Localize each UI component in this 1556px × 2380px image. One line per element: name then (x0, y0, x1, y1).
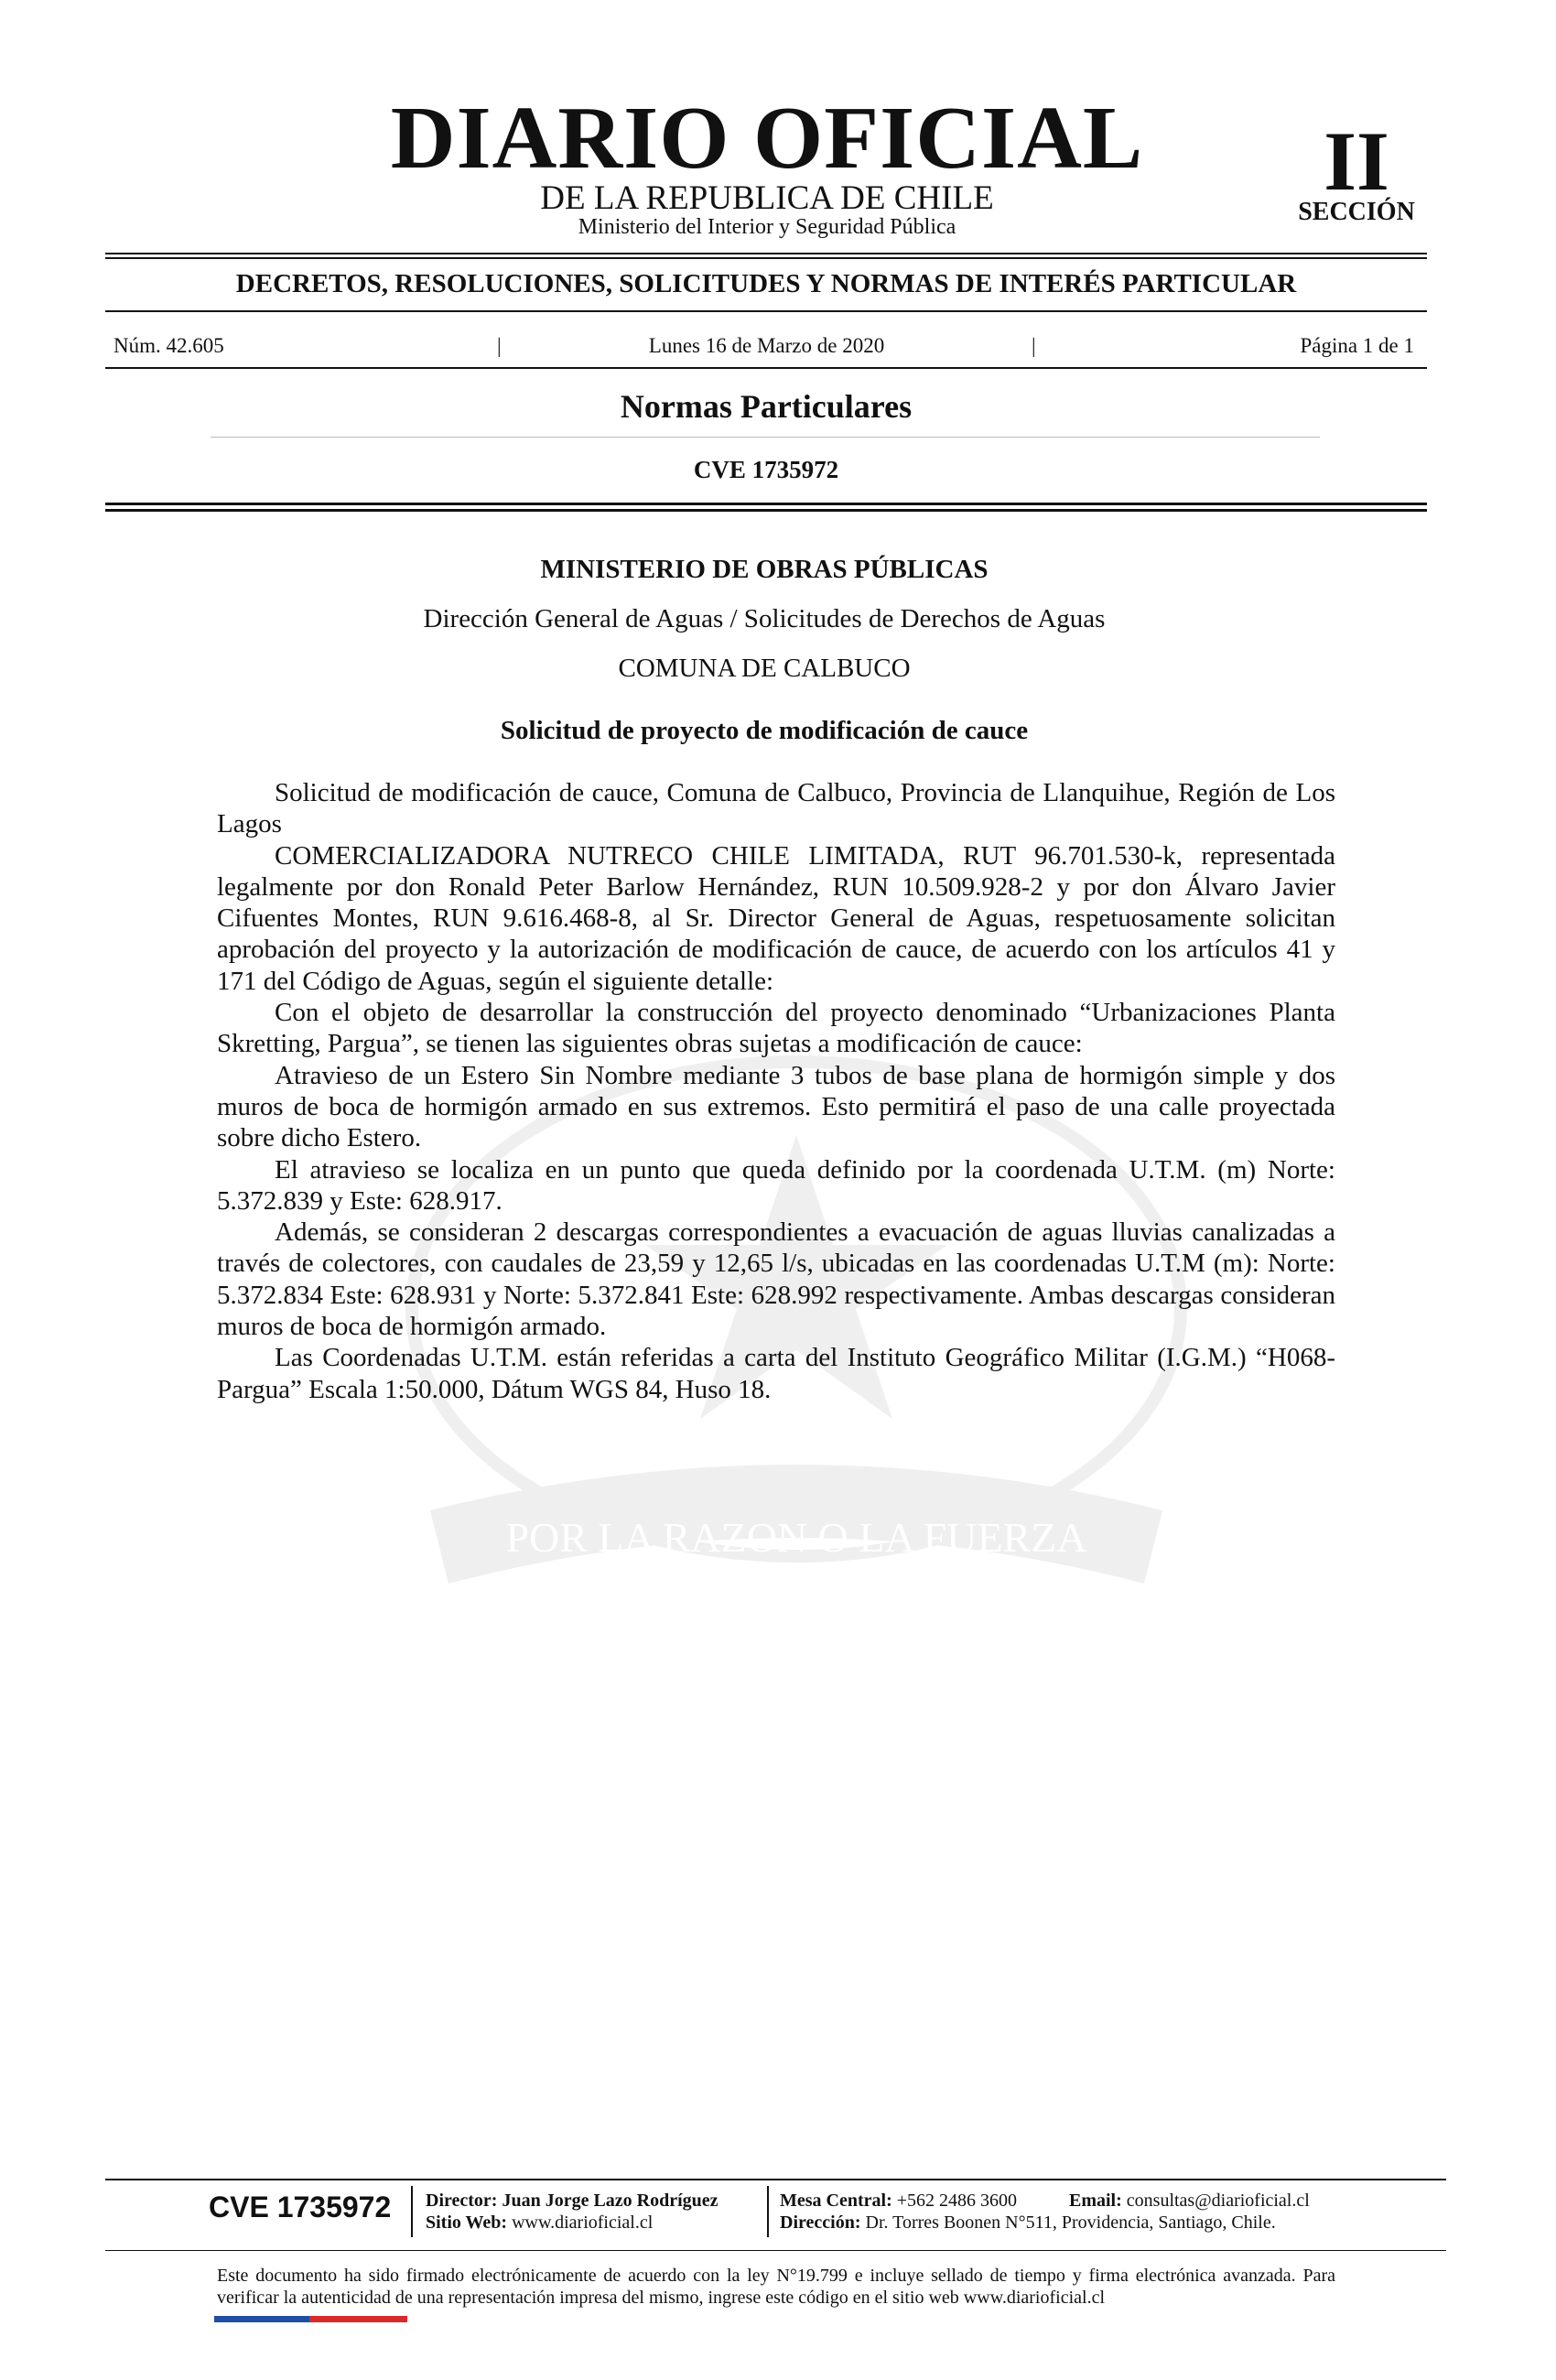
body-title: Solicitud de proyecto de modificación de cauce (500, 716, 1029, 745)
flag-stripe-red (309, 2316, 407, 2322)
page-indicator: Página 1 de 1 (1300, 334, 1414, 357)
flag-stripe-blue (214, 2316, 309, 2322)
phone-label: Mesa Central: (780, 2191, 892, 2211)
section-number: II (1324, 114, 1389, 208)
director-name: Juan Jorge Lazo Rodríguez (502, 2191, 719, 2211)
watermark-motto: POR LA RAZON O LA FUERZA (505, 1514, 1087, 1561)
director-label: Director: (426, 2191, 498, 2211)
footer-website (426, 2212, 653, 2234)
email-label: Email: (1069, 2191, 1122, 2211)
footer-rule (105, 2250, 1446, 2251)
masthead-title: DIARIO OFICIAL (390, 89, 1144, 188)
phone-value: +562 2486 3600 (896, 2191, 1018, 2211)
category-title: Normas Particulares (620, 388, 913, 425)
body-ministry: MINISTERIO DE OBRAS PÚBLICAS (540, 555, 989, 584)
body-text (217, 777, 1335, 1405)
issue-date: Lunes 16 de Marzo de 2020 (648, 334, 885, 357)
header-rule (105, 257, 1427, 259)
paragraph: Atravieso de un Estero Sin Nombre mediante 3 tubos de base plana de hormigón simple y dos muros de boca de hormigón armado en sus extremos. Esto permitirá el paso de una calle proyectada sobre dicho Estero. (217, 1060, 1335, 1153)
cve-code: CVE 1735972 (693, 456, 839, 483)
footer-address (780, 2212, 1276, 2234)
header-rule (105, 310, 1427, 312)
header-bottom-rule (105, 503, 1427, 505)
address-value: Dr. Torres Boonen N°511, Providencia, Santiago, Chile. (865, 2212, 1276, 2233)
footer-phone (780, 2190, 1017, 2212)
footer-cve: CVE 1735972 (209, 2191, 392, 2223)
meta-separator: | (1032, 334, 1036, 357)
email-link[interactable]: consultas@diarioficial.cl (1126, 2191, 1310, 2211)
meta-separator: | (497, 334, 502, 357)
masthead-ministry: Ministerio del Interior y Seguridad Pública (578, 215, 956, 239)
address-label: Dirección: (780, 2212, 861, 2233)
masthead-subtitle: DE LA REPUBLICA DE CHILE (540, 179, 994, 217)
section-title: DECRETOS, RESOLUCIONES, SOLICITUDES Y NORMAS DE INTERÉS PARTICULAR (235, 269, 1297, 298)
footer-divider (767, 2186, 769, 2237)
section-label: SECCIÓN (1298, 198, 1415, 226)
website-link[interactable]: www.diarioficial.cl (512, 2212, 654, 2233)
paragraph: El atravieso se localiza en un punto que queda definido por la coordenada U.T.M. (m) Norte: 5.372.839 y Este: 628.917. (217, 1154, 1335, 1216)
footer-director (426, 2190, 719, 2212)
paragraph: Solicitud de modificación de cauce, Comuna de Calbuco, Provincia de Llanquihue, Región de Los Lagos (217, 778, 1335, 839)
issue-number: Núm. 42.605 (113, 334, 224, 357)
category-rule (211, 437, 1320, 438)
paragraph: COMERCIALIZADORA NUTRECO CHILE LIMITADA, RUT 96.701.530-k, representada legalmente por don Ronald Peter Barlow Hernández, RUN 10.509.928-2 y por don Álvaro Javier Cifuentes Montes, RUN 9.616.468-8, al Sr. Director General de Aguas, respetuosamente solicitan aprobación del proyecto y la autorización de modificación de cauce, de acuerdo con los artículos 41 y 171 del Código de Aguas, según el siguiente detalle: (217, 840, 1335, 996)
header-bottom-rule (105, 509, 1427, 512)
footer-rule (105, 2179, 1446, 2180)
website-label: Sitio Web: (426, 2212, 508, 2233)
footer-legal-note: Este documento ha sido firmado electrónicamente de acuerdo con la ley N°19.799 e incluye sellado de tiempo y firma electrónica avanzada. Para verificar la autenticidad de una representación impresa del mismo, ingrese este código en el sitio web www.diarioficial.cl (217, 2266, 1335, 2308)
footer-divider (411, 2186, 413, 2237)
body-comuna: COMUNA DE CALBUCO (618, 654, 911, 683)
header-rule (105, 253, 1427, 254)
footer-email (1069, 2190, 1310, 2212)
paragraph: Las Coordenadas U.T.M. están referidas a carta del Instituto Geográfico Militar (I.G.M.) “H068-Pargua” Escala 1:50.000, Dátum WGS 84, Huso 18. (217, 1343, 1335, 1404)
meta-rule (105, 367, 1427, 369)
body-directorate: Dirección General de Aguas / Solicitudes de Derechos de Aguas (423, 604, 1106, 633)
paragraph: Además, se consideran 2 descargas correspondientes a evacuación de aguas lluvias canalizadas a través de colectores, con caudales de 23,59 y 12,65 l/s, ubicadas en las coordenadas U.T.M (m): Norte: 5.372.834 Este: 628.931 y Norte: 5.372.841 Este: 628.992 respectivamente. Ambas descargas consideran muros de boca de hormigón armado. (217, 1217, 1335, 1342)
paragraph: Con el objeto de desarrollar la construcción del proyecto denominado “Urbanizaciones Planta Skretting, Pargua”, se tienen las siguientes obras sujetas a modificación de cauce: (217, 998, 1335, 1059)
